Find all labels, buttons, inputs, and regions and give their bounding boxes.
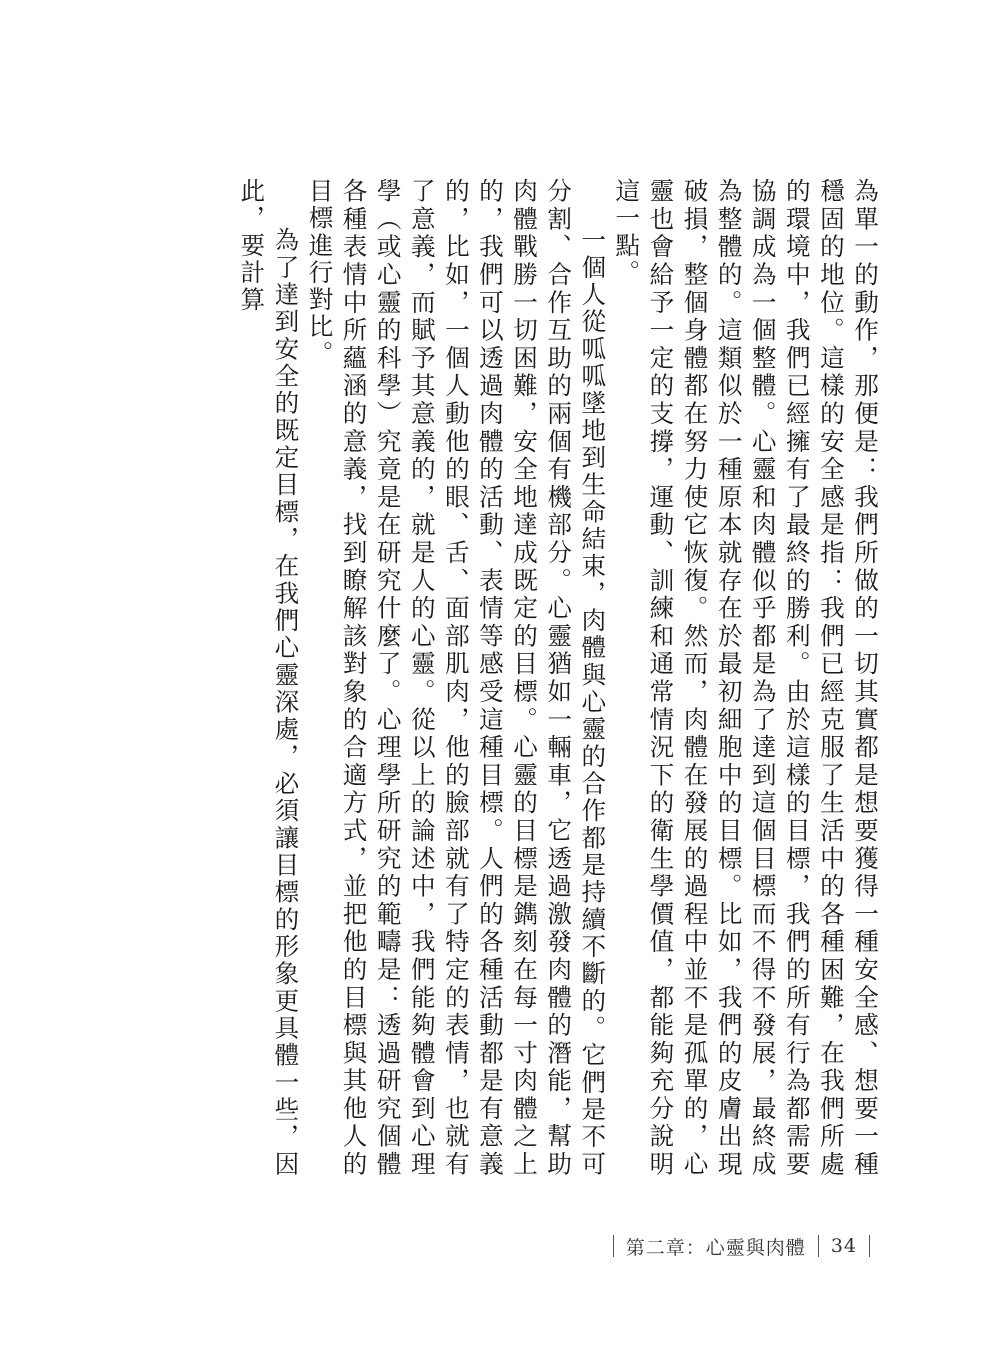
paragraph-1: 為單一的動作，那便是：我們所做的一切其實都是想要獲得一種安全感、想要一種穩固的地位。這樣的安全感是指：我們已經克服了生活中的各種困難，在我們所處的環境中，我們已經擁有了最終的勝利。由於這樣的目標，我們的所有行為都需要協調成為一個整體。心靈和肉體似乎都是為了達到這個目標而不得不發展，最終成為整體的。這類似於一種原本就存在於最初細胞中的目標。比如，我們的皮膚出現破損，整個身體都在努力使它恢復。然而，肉體在發展的過程中並不是孤單的，心靈也會給予一定的支撐，運動、訓練和通常情況下的衛生學價值，都能夠充分說明這一點。	[612, 178, 880, 1178]
page-footer	[601, 1232, 882, 1260]
chapter-title: 第二章：心靈與肉體	[625, 1236, 806, 1259]
page-body	[182, 178, 882, 1178]
footer-divider	[613, 1235, 614, 1257]
paragraph-3: 為了達到安全的既定目標，在我們心靈深處，必須讓目標的形象更具體一些，因此，要計算	[237, 178, 301, 1178]
footer-divider	[869, 1235, 870, 1257]
footer-divider	[818, 1235, 819, 1257]
paragraph-2: 一個人從呱呱墜地到生命結束，肉體與心靈的合作都是持續不斷的。它們是不可分割、合作互助的兩個有機部分。心靈猶如一輛車，它透過激發肉體的潛能，幫助肉體戰勝一切困難，安全地達成既定的目標。心靈的目標是鐫刻在每一寸肉體之上的，我們可以透過肉體的活動、表情等感受這種目標。人們的各種活動都是有意義的，比如，一個人動他的眼、舌、面部肌肉，他的臉部就有了特定的表情，也就有了意義，而賦予其意義的，就是人的心靈。從以上的論述中，我們能夠體會到心理學（或心靈的科學）究竟是在研究什麼了。心理學所研究的範疇是：透過研究個體各種表情中所蘊涵的意義，找到瞭解該對象的合適方式，並把他的目標與其他人的目標進行對比。	[305, 178, 608, 1178]
page-number: 34	[830, 1235, 857, 1257]
